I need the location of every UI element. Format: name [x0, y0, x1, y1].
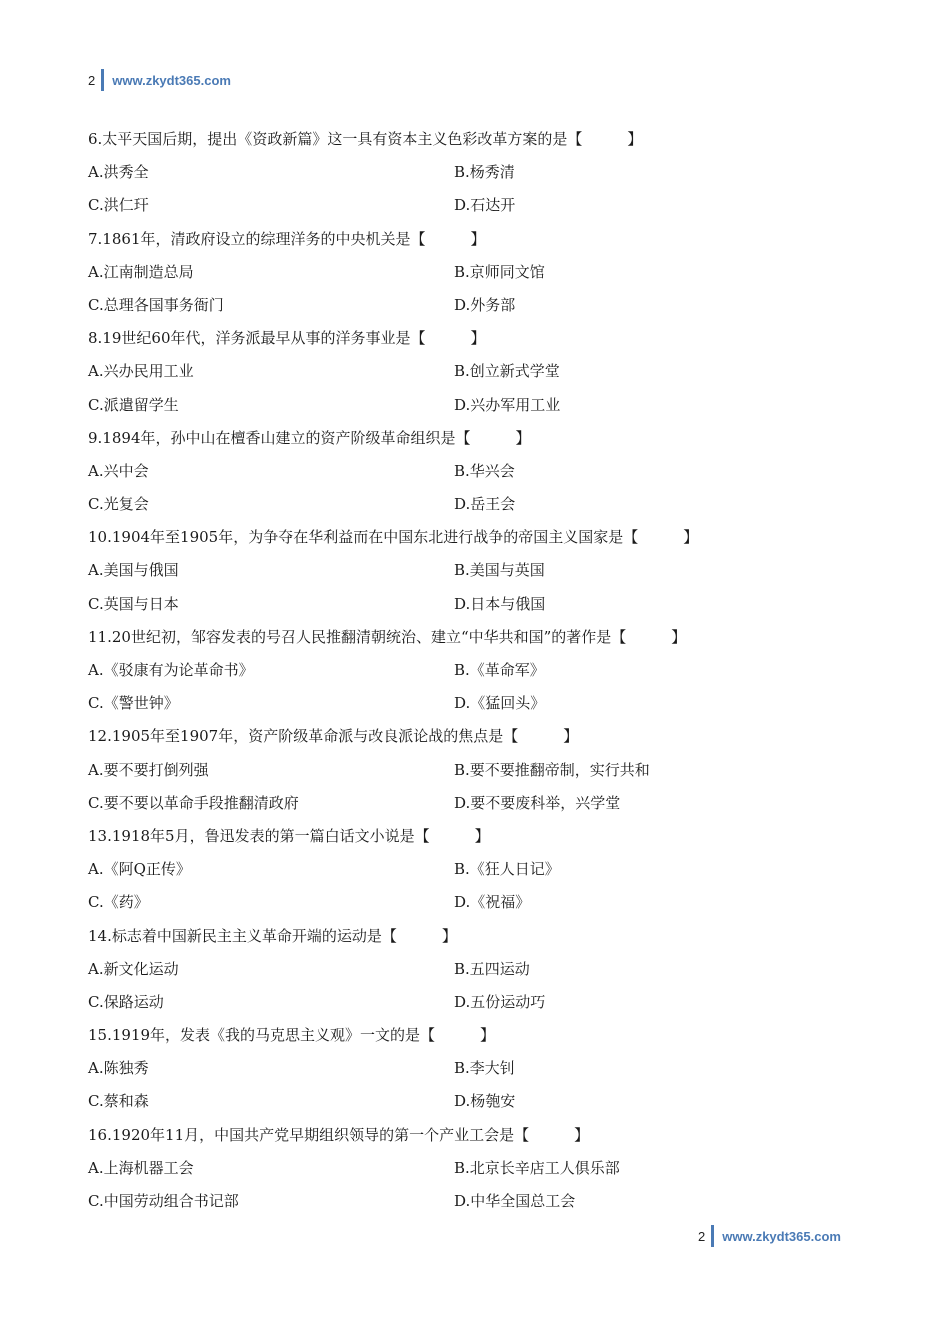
- option-b: B.李大钊: [454, 1059, 515, 1078]
- question-stem: 14.标志着中国新民主主义革命开端的运动是【 】: [88, 926, 457, 945]
- option-row: [88, 787, 868, 820]
- option-c: C.派遣留学生: [88, 395, 179, 414]
- option-b: B.京师同文馆: [454, 262, 545, 281]
- question-stem: 8.19世纪60年代，洋务派最早从事的洋务事业是【 】: [88, 329, 486, 348]
- option-row: [88, 488, 868, 521]
- option-c: C.中国劳动组合书记部: [88, 1192, 239, 1210]
- question-stem: 16.1920年11月，中国共产党早期组织领导的第一个产业工会是【 】: [88, 1125, 590, 1144]
- option-b: B.杨秀清: [454, 163, 515, 182]
- option-row: [88, 256, 868, 289]
- option-row: [88, 953, 868, 986]
- option-row: [88, 189, 868, 222]
- option-c: C.要不要以革命手段推翻清政府: [88, 793, 299, 812]
- option-a: A.兴中会: [88, 461, 149, 480]
- option-b: B.《狂人日记》: [454, 860, 560, 879]
- option-c: C.洪仁玕: [88, 196, 149, 215]
- option-a: A.陈独秀: [88, 1059, 149, 1078]
- footer-site-url[interactable]: www.zkydt365.com: [722, 1228, 841, 1244]
- option-d: D.日本与俄国: [454, 594, 546, 613]
- option-d: D.《猛回头》: [454, 694, 546, 713]
- option-a: A.《阿Q正传》: [88, 860, 191, 879]
- question-stem: 11.20世纪初，邹容发表的号召人民推翻清朝统治、建立“中华共和国”的著作是【 】: [88, 627, 687, 646]
- option-c: C.《药》: [88, 893, 149, 912]
- option-row: [88, 687, 868, 720]
- option-d: D.要不要废科举，兴学堂: [454, 793, 621, 812]
- option-c: C.总理各国事务衙门: [88, 295, 224, 314]
- option-a: A.要不要打倒列强: [88, 760, 209, 779]
- page-footer: [698, 1224, 841, 1248]
- option-d: D.《祝福》: [454, 893, 531, 912]
- option-a: A.洪秀全: [88, 163, 149, 182]
- option-b: B.华兴会: [454, 461, 515, 480]
- question-stem: 7.1861年，清政府设立的综理洋务的中央机关是【 】: [88, 229, 486, 248]
- option-row: [88, 455, 868, 488]
- option-row: [88, 1052, 868, 1085]
- option-b: B.北京长辛店工人俱乐部: [454, 1158, 620, 1177]
- option-b: B.要不要推翻帝制，实行共和: [454, 760, 650, 779]
- question-stem: 15.1919年，发表《我的马克思主义观》一文的是【 】: [88, 1026, 496, 1045]
- option-a: A.美国与俄国: [88, 561, 179, 580]
- option-d: D.中华全国总工会: [454, 1192, 576, 1210]
- page-header: [88, 68, 231, 92]
- option-a: A.上海机器工会: [88, 1158, 194, 1177]
- option-row: [88, 886, 868, 919]
- question-stem: 13.1918年5月，鲁迅发表的第一篇白话文小说是【 】: [88, 826, 490, 845]
- option-row: [88, 754, 868, 787]
- option-row: [88, 389, 868, 422]
- footer-divider: [711, 1225, 714, 1247]
- header-site-url[interactable]: www.zkydt365.com: [112, 72, 231, 88]
- option-d: D.五份运动巧: [454, 992, 546, 1011]
- option-row: [88, 355, 868, 388]
- footer-page-number: 2: [698, 1228, 706, 1244]
- option-row: [88, 156, 868, 189]
- option-d: D.石达开: [454, 196, 516, 215]
- option-c: C.保路运动: [88, 992, 164, 1011]
- option-row: [88, 1152, 868, 1185]
- question-stem: 12.1905年至1907年，资产阶级革命派与改良派论战的焦点是【 】: [88, 727, 579, 746]
- option-d: D.外务部: [454, 295, 516, 314]
- option-b: B.五四运动: [454, 959, 530, 978]
- option-d: D.兴办军用工业: [454, 395, 561, 414]
- option-row: [88, 1085, 868, 1118]
- option-row: [88, 853, 868, 886]
- question-stem: 10.1904年至1905年，为争夺在华利益而在中国东北进行战争的帝国主义国家是【 】: [88, 528, 699, 547]
- option-a: A.新文化运动: [88, 959, 179, 978]
- option-d: D.杨匏安: [454, 1092, 516, 1111]
- option-a: A.《驳康有为论革命书》: [88, 661, 254, 679]
- question-stem: 6.太平天国后期，提出《资政新篇》这一具有资本主义色彩改革方案的是【 】: [88, 130, 643, 148]
- option-row: [88, 654, 868, 687]
- option-a: A.兴办民用工业: [88, 362, 194, 381]
- question-stem: 9.1894年，孙中山在檀香山建立的资产阶级革命组织是【 】: [88, 428, 531, 447]
- option-b: B.美国与英国: [454, 561, 545, 580]
- option-row: [88, 1185, 868, 1218]
- option-c: C.光复会: [88, 495, 149, 514]
- option-a: A.江南制造总局: [88, 262, 194, 281]
- option-row: [88, 554, 868, 587]
- option-c: C.《警世钟》: [88, 694, 179, 713]
- option-row: [88, 289, 868, 322]
- option-b: B.《革命军》: [454, 661, 545, 679]
- option-row: [88, 588, 868, 621]
- option-b: B.创立新式学堂: [454, 362, 560, 381]
- option-d: D.岳王会: [454, 495, 516, 514]
- question-list: [88, 123, 868, 1218]
- option-row: [88, 986, 868, 1019]
- header-page-number: 2: [88, 72, 96, 88]
- option-c: C.英国与日本: [88, 594, 179, 613]
- option-c: C.蔡和森: [88, 1092, 149, 1111]
- header-divider: [101, 69, 104, 91]
